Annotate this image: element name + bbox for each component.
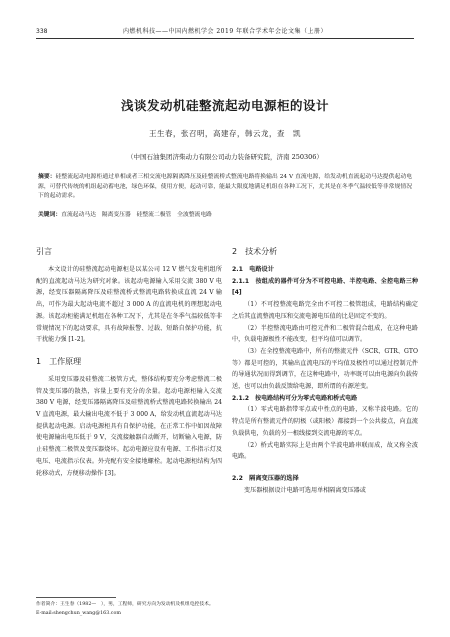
keywords-text: 直流起动马达 隔离变压器 硅整流二极管 全波整流电路 bbox=[61, 212, 212, 218]
heading-transformer: 2.2 隔离变压器的选择 bbox=[232, 474, 299, 482]
circuit-paragraph-4: （1）零式电路指带零点或中性点的电路，又称半波电路。它的特点是所有整流元件的阴极（或阳极）都接到一个公共接点，向直流负载供电，负载的另一根线接到交流电源的零点。 bbox=[232, 406, 418, 437]
abstract-text: 硅整流起动电源柜通过单相或者三相交流电源隔离降压及硅整流桥式整流电路将换输出 24 V 直流电源，给发动机直流起动马达提供起动电源，可替代传统的机组起动蓄电池，绿色环保，使用方便，起动可靠，能最大限度地满足机组在各种工况下，尤其是在冬季气温较低等非常规情况下的起动需求。 bbox=[38, 174, 412, 200]
keywords bbox=[38, 211, 412, 221]
paper-title: 浅谈发动机硅整流起动电源柜的设计 bbox=[120, 98, 329, 113]
running-header bbox=[36, 26, 414, 39]
journal-title: 内燃机科技——中国内燃机学会 2019 年联合学术年会论文集（上册） bbox=[122, 28, 328, 35]
heading-circuit: 2.1 电路设计 bbox=[232, 266, 274, 273]
keywords-label: 关键词： bbox=[38, 212, 62, 218]
heading-tech: 2 技术分析 bbox=[232, 247, 278, 256]
abstract bbox=[38, 173, 412, 202]
page-number: 338 bbox=[36, 28, 48, 35]
heading-principle: 1 工作原理 bbox=[36, 356, 82, 366]
footnote-author: 作者简介：王生春（1982— ），男，工程师，研究方向为发动机及机组电控技术。 bbox=[36, 602, 214, 607]
heading-circuit-sub2: 2.1.2 按电路结构可分为零式电路和桥式电路 bbox=[232, 394, 358, 402]
affiliation: （中国石油集团济柴动力有限公司动力装备研究院，济南 250306） bbox=[127, 153, 323, 161]
heading-intro: 引言 bbox=[36, 247, 52, 256]
circuit-paragraph-2: （2）半控整流电路由可控元件和二极管混合组成，在这种电路中，负载电源极性不能改变，但平均值可以调节。 bbox=[232, 324, 418, 344]
footnote bbox=[36, 600, 226, 618]
circuit-paragraph-3: （3）在全控整流电路中，所有的整流元件（SCR、GTR、GTO 等）都是可控的，其输出直流电压的平均值及极性可以通过控制元件的导通状况而得到调节，在这种电路中，功率既可以由电源向负载传送，也可以由负载反馈给电源，即所谓的有源逆变。 bbox=[232, 347, 418, 391]
footnote-email: E-mail:shengchun_wang@163.com bbox=[36, 611, 121, 616]
circuit-paragraph-1: （1）不可控整流电路完全由不可控二极管组成，电路结构确定之后其直流整流电压和交流电源电压值的比是固定不变的。 bbox=[232, 301, 418, 320]
abstract-label: 摘要： bbox=[38, 174, 56, 180]
right-column bbox=[232, 246, 418, 496]
footnote-divider bbox=[36, 597, 116, 598]
principle-paragraph: 采用变压器及硅整流二极管方式，整体结构要充分考虑整流二极管及变压器的散热，容量上要有充分的余量。起动电源柜输入交流 380 V 电源，经变压器隔离降压及硅整流桥式整流电路转换输出 24 V 直流电源，最大输出电流不低于 3 000 A，给发动机直流起动马达提供起动电源。启动电源柜具有自保护功能，在正常工作中如因故障使电源输出电压低于 9 V，交流接触器自动断开，切断输入电源，防止硅整流二极管及变压器烧坏。起动电源应设有电源、工作指示灯及电压、电流指示仪表。外壳配有安全接地螺栓。起动电源柜结构为四轮移动式，方便移动操作 [3]。 bbox=[36, 375, 222, 477]
transformer-paragraph: 变压器根据设计电路可选用单相隔离变压器或 bbox=[244, 486, 366, 494]
intro-paragraph: 本文设计的硅整流起动电源柜是以某公司 12 V 燃气发电机组所配的直流起动马达为研究对象。该起动电源输入采用交流 380 V 电源，经变压器隔离降压及硅整流桥式整流电路转换成直流 24 V 输出，可作为最大起动电流不超过 3 000 A 的直流电机的理想起动电源。该起动柜能满足机组在各种工况下，尤其是在冬季气温较低等非常规情况下的起动要求，具有故障报警、过载、短路自保护功能，抗干扰能力强 [1-2]。 bbox=[36, 266, 222, 344]
authors: 王生春，张召明，高建存，韩云龙，查 凯 bbox=[149, 129, 301, 138]
circuit-paragraph-5: （2）桥式电路实际上是由两个半波电路串联而成，故又称全波电路。 bbox=[232, 441, 418, 461]
heading-circuit-sub: 2.1.1 按组成的器件可分为不可控电路、半控电路、全控电路三种 [4] bbox=[232, 277, 418, 297]
left-column bbox=[36, 246, 222, 479]
